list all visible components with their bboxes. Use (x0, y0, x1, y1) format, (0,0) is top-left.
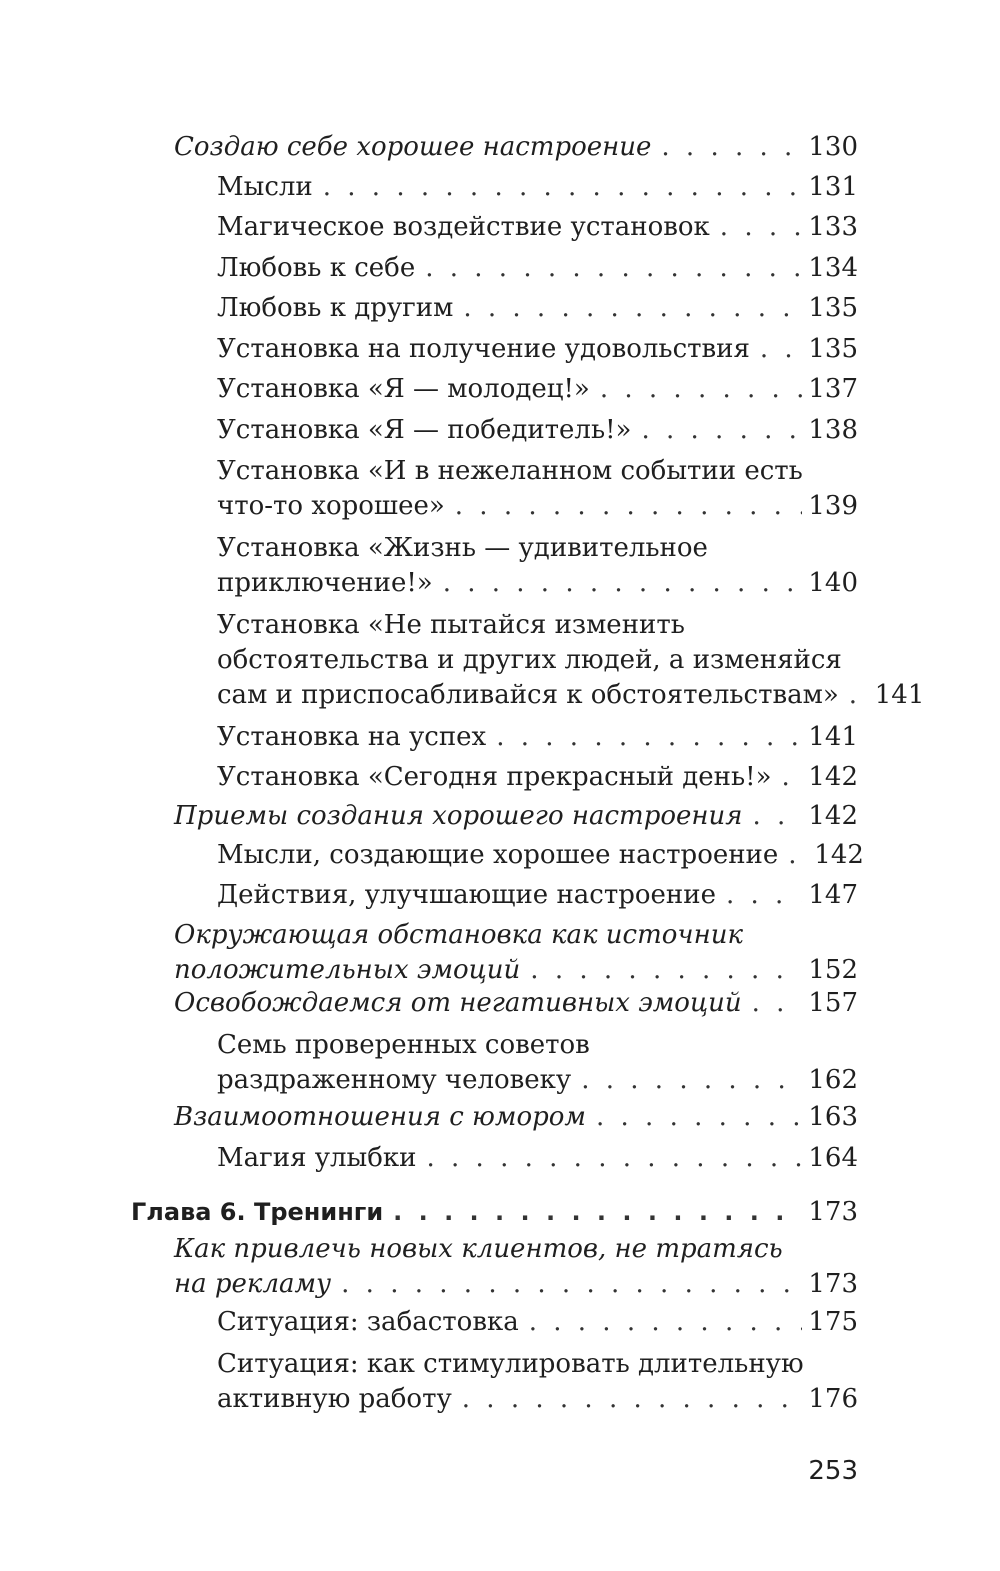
dot-leader (752, 986, 803, 1021)
dot-leader (849, 678, 869, 713)
dot-leader (425, 251, 802, 286)
toc-entry-text: Взаимоотношения с юмором (174, 1102, 586, 1132)
toc-entry-text: сам и приспосабливайся к обстоятельствам» (217, 680, 839, 710)
dot-leader (341, 1267, 802, 1302)
toc-subsection-entry (217, 454, 858, 524)
toc-entry-text: Как привлечь новых клиентов, не тратясь (174, 1234, 783, 1264)
dot-leader (596, 1100, 802, 1135)
toc-subsection-entry (217, 1141, 858, 1176)
toc-subsection-entry (217, 878, 858, 913)
toc-entry-page: 134 (808, 253, 858, 283)
toc-entry-text: Установка на получение удовольствия (217, 334, 750, 364)
toc-entry-text: Мысли (217, 172, 313, 202)
toc-entry-text: Окружающая обстановка как источник (174, 920, 743, 950)
toc-entry-text: Установка «И в нежеланном событии есть (217, 456, 803, 486)
toc-entry-page: 139 (808, 491, 858, 521)
dot-leader (463, 291, 802, 326)
toc-entry-text: обстоятельства и других людей, а изменяйся (217, 645, 842, 675)
dot-leader (720, 210, 803, 245)
toc-entry-page: 140 (808, 568, 858, 598)
toc-entry-page: 157 (808, 988, 858, 1018)
toc-subsection-entry (217, 1028, 858, 1098)
toc-entry-text: Глава 6. Тренинги (131, 1198, 384, 1226)
dot-leader (782, 760, 803, 795)
toc-section-entry (174, 1232, 858, 1302)
toc-section-entry (174, 130, 858, 165)
dot-leader (393, 1195, 802, 1230)
toc-subsection-entry (217, 1347, 858, 1417)
toc-entry-text: Установка «Я — молодец!» (217, 374, 590, 404)
toc-section-entry (174, 986, 858, 1021)
toc-entry-text: Мысли, создающие хорошее настроение (217, 840, 779, 870)
toc-subsection-entry (217, 1305, 858, 1340)
dot-leader (661, 130, 802, 165)
toc-entry-page: 142 (808, 801, 858, 831)
toc-subsection-entry (217, 291, 858, 326)
toc-entry-page: 135 (808, 293, 858, 323)
toc-entry-page: 131 (808, 172, 858, 202)
toc-entry-text: на рекламу (174, 1269, 332, 1299)
toc-subsection-entry (217, 608, 925, 713)
toc-entry-text: приключение!» (217, 568, 433, 598)
dot-leader (760, 332, 802, 367)
dot-leader (426, 1141, 802, 1176)
toc-entry-text: активную работу (217, 1384, 452, 1414)
toc-entry-page: 173 (808, 1269, 858, 1299)
toc-entry-text: Ситуация: забастовка (217, 1307, 519, 1337)
toc-entry-page: 175 (808, 1307, 858, 1337)
toc-entry-text: Ситуация: как стимулировать длительную (217, 1349, 804, 1379)
toc-entry-page: 152 (808, 955, 858, 985)
toc-subsection-entry (217, 838, 864, 873)
toc-entry-text: Установка «Не пытайся изменить (217, 610, 685, 640)
dot-leader (641, 413, 802, 448)
dot-leader (788, 838, 808, 873)
toc-subsection-entry (217, 170, 858, 205)
toc-entry-page: 141 (874, 680, 925, 710)
toc-entry-text: Магическое воздействие установок (217, 212, 710, 242)
toc-section-entry (174, 918, 858, 988)
toc-entry-text: Приемы создания хорошего настроения (174, 801, 743, 831)
dot-leader (496, 720, 802, 755)
dot-leader (530, 953, 802, 988)
toc-subsection-entry (217, 760, 858, 795)
toc-subsection-entry (217, 720, 858, 755)
toc-entry-page: 137 (808, 374, 858, 404)
toc-entry-text: Установка «Сегодня прекрасный день!» (217, 762, 772, 792)
toc-entry-page: 147 (808, 880, 858, 910)
dot-leader (752, 799, 802, 834)
toc-entry-text: Действия, улучшающие настроение (217, 880, 716, 910)
page-number: 253 (808, 1456, 858, 1486)
dot-leader (600, 372, 803, 407)
toc-entry-page: 142 (814, 840, 864, 870)
toc-subsection-entry (217, 332, 858, 367)
toc-subsection-entry (217, 413, 858, 448)
toc-entry-text: раздраженному человеку (217, 1065, 572, 1095)
toc-entry-text: Установка «Я — победитель!» (217, 415, 632, 445)
toc-entry-text: Семь проверенных советов (217, 1030, 590, 1060)
toc-subsection-entry (217, 372, 858, 407)
dot-leader (529, 1305, 803, 1340)
dot-leader (581, 1063, 802, 1098)
toc-subsection-entry (217, 531, 858, 601)
dot-leader (323, 170, 803, 205)
toc-entry-page: 162 (808, 1065, 858, 1095)
toc-entry-text: что-то хорошее» (217, 491, 445, 521)
toc-entry-page: 164 (808, 1143, 858, 1173)
toc-subsection-entry (217, 251, 858, 286)
toc-entry-page: 130 (808, 132, 858, 162)
toc-entry-text: Создаю себе хорошее настроение (174, 132, 652, 162)
toc-entry-page: 135 (808, 334, 858, 364)
dot-leader (726, 878, 802, 913)
toc-entry-text: положительных эмоций (174, 955, 521, 985)
toc-entry-text: Установка «Жизнь — удивительное (217, 533, 708, 563)
toc-entry-page: 138 (808, 415, 858, 445)
toc-chapter-entry (131, 1195, 858, 1230)
toc-entry-page: 141 (808, 722, 858, 752)
toc-section-entry (174, 799, 858, 834)
dot-leader (462, 1382, 803, 1417)
toc-section-entry (174, 1100, 858, 1135)
toc-entry-text: Любовь к другим (217, 293, 454, 323)
toc-entry-text: Магия улыбки (217, 1143, 417, 1173)
toc-entry-page: 173 (808, 1197, 858, 1227)
toc-entry-page: 163 (808, 1102, 858, 1132)
toc-entry-text: Любовь к себе (217, 253, 416, 283)
toc-entry-page: 133 (808, 212, 858, 242)
toc-entry-page: 176 (808, 1384, 858, 1414)
toc-entry-page: 142 (808, 762, 858, 792)
toc-entry-text: Установка на успех (217, 722, 487, 752)
dot-leader (455, 489, 803, 524)
toc-entry-text: Освобождаемся от негативных эмоций (174, 988, 742, 1018)
dot-leader (443, 566, 803, 601)
toc-subsection-entry (217, 210, 858, 245)
